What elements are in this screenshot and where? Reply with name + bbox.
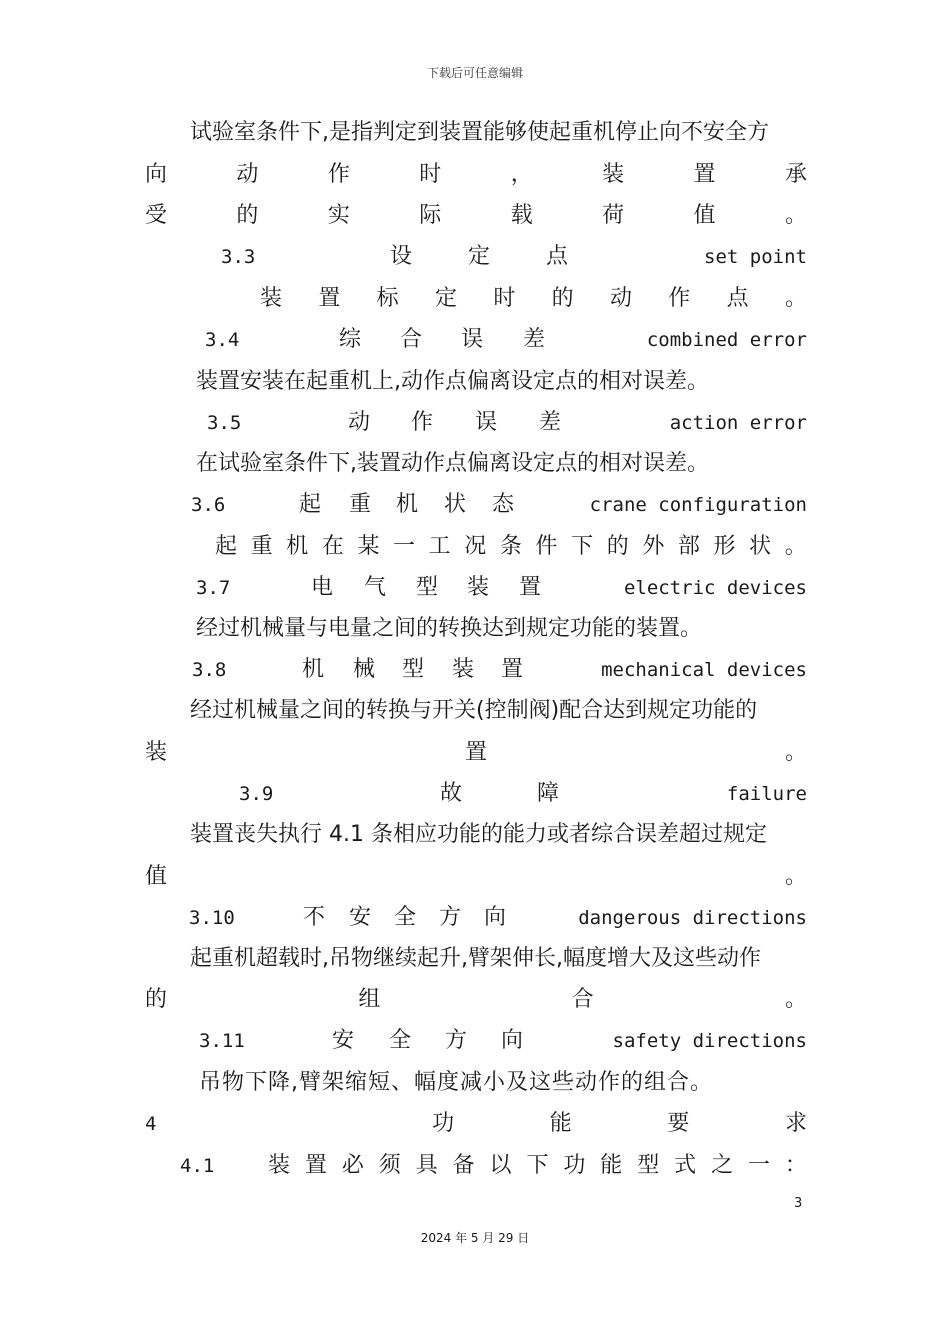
- section-number: 3.11: [199, 1030, 245, 1052]
- char: 不: [303, 905, 326, 930]
- section-heading: [145, 240, 807, 274]
- char: 件: [535, 534, 558, 559]
- char: 动: [236, 162, 259, 187]
- char: 状: [444, 492, 467, 517]
- char: 时: [419, 162, 442, 187]
- char: 下: [571, 534, 594, 559]
- char: 部: [677, 534, 700, 559]
- char: 误: [475, 410, 498, 435]
- char: 合: [571, 987, 594, 1012]
- section-number: 3.9: [239, 783, 274, 805]
- paragraph-line: 装置丧失执行 4.1 条相应功能的能力或者综合误差超过规定: [190, 822, 767, 847]
- char: 。: [784, 534, 807, 559]
- char: 求: [784, 1111, 807, 1136]
- english-term: safety directions: [612, 1030, 807, 1052]
- section-number: 4.1: [180, 1155, 215, 1177]
- char: 况: [464, 534, 487, 559]
- char: 作: [411, 410, 434, 435]
- char: 功: [563, 1153, 586, 1178]
- section-number: 3.8: [192, 659, 227, 681]
- char: 外: [642, 534, 665, 559]
- char: 装: [467, 575, 490, 600]
- char: 时: [493, 286, 516, 311]
- char: 一: [747, 1153, 770, 1178]
- page-number: 3: [794, 1196, 803, 1211]
- section-number: 4: [145, 1113, 157, 1135]
- char: 置: [693, 162, 716, 187]
- char: ：: [784, 1153, 807, 1178]
- english-term: dangerous directions: [578, 907, 807, 929]
- char: 重: [349, 492, 372, 517]
- char: 置: [501, 657, 524, 682]
- char: 装: [602, 162, 625, 187]
- char: 置: [318, 286, 341, 311]
- char: 态: [492, 492, 515, 517]
- char: 误: [461, 327, 484, 352]
- section-heading: [145, 901, 807, 935]
- char: 工: [428, 534, 451, 559]
- char: 机: [286, 534, 309, 559]
- english-term: set point: [704, 246, 807, 268]
- char: 的: [551, 286, 574, 311]
- char: 障: [537, 781, 560, 806]
- char: 向: [501, 1028, 524, 1053]
- char: 置: [464, 740, 487, 765]
- section-heading: [145, 653, 807, 687]
- char: 全: [389, 1028, 412, 1053]
- english-term: crane configuration: [589, 494, 807, 516]
- char: 之: [711, 1153, 734, 1178]
- char: 机: [396, 492, 419, 517]
- char: 安: [332, 1028, 355, 1053]
- char: 能: [549, 1111, 572, 1136]
- char: 安: [349, 905, 372, 930]
- char: 综: [339, 327, 362, 352]
- char: 荷: [602, 203, 625, 228]
- char: 下: [526, 1153, 549, 1178]
- char: 电: [311, 575, 334, 600]
- paragraph-line: 在试验室条件下,装置动作点偏离设定点的相对误差。: [196, 451, 709, 476]
- char: 合: [400, 327, 423, 352]
- paragraph-line: 吊物下降,臂架缩短、幅度减小及这些动作的组合。: [199, 1070, 713, 1095]
- char: 机: [302, 657, 325, 682]
- char: 型: [402, 657, 425, 682]
- section-heading: [145, 1107, 807, 1141]
- char: 承: [784, 162, 807, 187]
- char: 备: [452, 1153, 475, 1178]
- char: 起: [215, 534, 238, 559]
- char: 受: [145, 203, 168, 228]
- char: 向: [484, 905, 507, 930]
- char: 全: [394, 905, 417, 930]
- char: 装: [260, 286, 283, 311]
- char: 标: [376, 286, 399, 311]
- char: 差: [523, 327, 546, 352]
- paragraph-line: [260, 282, 807, 316]
- english-term: electric devices: [623, 577, 807, 599]
- char: 向: [145, 162, 168, 187]
- char: 能: [600, 1153, 623, 1178]
- section-heading: [145, 1149, 807, 1183]
- char: 在: [321, 534, 344, 559]
- section-heading: [145, 1024, 807, 1058]
- char: 方: [445, 1028, 468, 1053]
- section-heading: [145, 777, 807, 811]
- char: 载: [510, 203, 533, 228]
- char: 以: [489, 1153, 512, 1178]
- english-term: combined error: [646, 329, 807, 351]
- char: 须: [378, 1153, 401, 1178]
- char: 装: [452, 657, 475, 682]
- page-footer-date: 2024 年 5 月 29 日: [420, 1231, 530, 1245]
- char: 作: [327, 162, 350, 187]
- char: 某: [357, 534, 380, 559]
- char: 一: [393, 534, 416, 559]
- char: 际: [419, 203, 442, 228]
- char: 。: [784, 286, 807, 311]
- char: 条: [499, 534, 522, 559]
- paragraph-line: 装置安装在起重机上,动作点偏离设定点的相对误差。: [196, 369, 709, 394]
- char: 气: [364, 575, 387, 600]
- char: 型: [637, 1153, 660, 1178]
- char: 形: [713, 534, 736, 559]
- english-term: failure: [726, 783, 807, 805]
- char: 起: [299, 492, 322, 517]
- char: 的: [606, 534, 629, 559]
- section-heading: [145, 323, 807, 357]
- char: 装: [268, 1153, 291, 1178]
- section-number: 3.4: [205, 329, 240, 351]
- char: 设: [390, 244, 413, 269]
- char: 。: [784, 864, 807, 889]
- char: 要: [667, 1111, 690, 1136]
- paragraph-line: [145, 199, 807, 233]
- page-header: 下载后可任意编辑: [426, 66, 523, 80]
- section-number: 3.5: [207, 412, 242, 434]
- char: 故: [440, 781, 463, 806]
- char: 状: [749, 534, 772, 559]
- paragraph-line: 经过机械量之间的转换与开关(控制阀)配合达到规定功能的: [190, 698, 758, 723]
- char: 定: [434, 286, 457, 311]
- char: 必: [341, 1153, 364, 1178]
- char: 型: [416, 575, 439, 600]
- section-number: 3.6: [191, 494, 226, 516]
- char: 式: [674, 1153, 697, 1178]
- char: 动: [609, 286, 632, 311]
- char: 值: [693, 203, 716, 228]
- char: 定: [468, 244, 491, 269]
- paragraph-line: [145, 983, 807, 1017]
- paragraph-line: [145, 736, 807, 770]
- section-number: 3.3: [221, 246, 256, 268]
- section-number: 3.10: [189, 907, 235, 929]
- char: 的: [236, 203, 259, 228]
- paragraph-line: [145, 158, 807, 192]
- section-text: [268, 1149, 807, 1183]
- char: 实: [327, 203, 350, 228]
- section-heading: [145, 488, 807, 522]
- char: 置: [304, 1153, 327, 1178]
- section-heading: [145, 571, 807, 605]
- char: 作: [668, 286, 691, 311]
- paragraph-line: [145, 860, 807, 894]
- char: 。: [784, 987, 807, 1012]
- paragraph-line: 试验室条件下,是指判定到装置能够使起重机停止向不安全方: [190, 120, 769, 145]
- section-number: 3.7: [196, 577, 231, 599]
- paragraph-line: 起重机超载时,吊物继续起升,臂架伸长,幅度增大及这些动作: [190, 946, 761, 971]
- char: 功: [432, 1111, 455, 1136]
- char: 组: [358, 987, 381, 1012]
- paragraph-line: [215, 530, 807, 564]
- paragraph-line: 经过机械量与电量之间的转换达到规定功能的装置。: [196, 616, 703, 641]
- char: 点: [726, 286, 749, 311]
- char: 。: [784, 203, 807, 228]
- section-heading: [145, 406, 807, 440]
- english-term: action error: [669, 412, 807, 434]
- char: 的: [145, 987, 168, 1012]
- char: 具: [415, 1153, 438, 1178]
- english-term: mechanical devices: [601, 659, 807, 681]
- char: 方: [439, 905, 462, 930]
- char: 置: [519, 575, 542, 600]
- char: 重: [250, 534, 273, 559]
- char: ，: [510, 162, 533, 187]
- char: 差: [539, 410, 562, 435]
- char: 值: [145, 864, 168, 889]
- char: 装: [145, 740, 168, 765]
- char: 点: [546, 244, 569, 269]
- char: 械: [353, 657, 376, 682]
- char: 。: [784, 740, 807, 765]
- char: 动: [348, 410, 371, 435]
